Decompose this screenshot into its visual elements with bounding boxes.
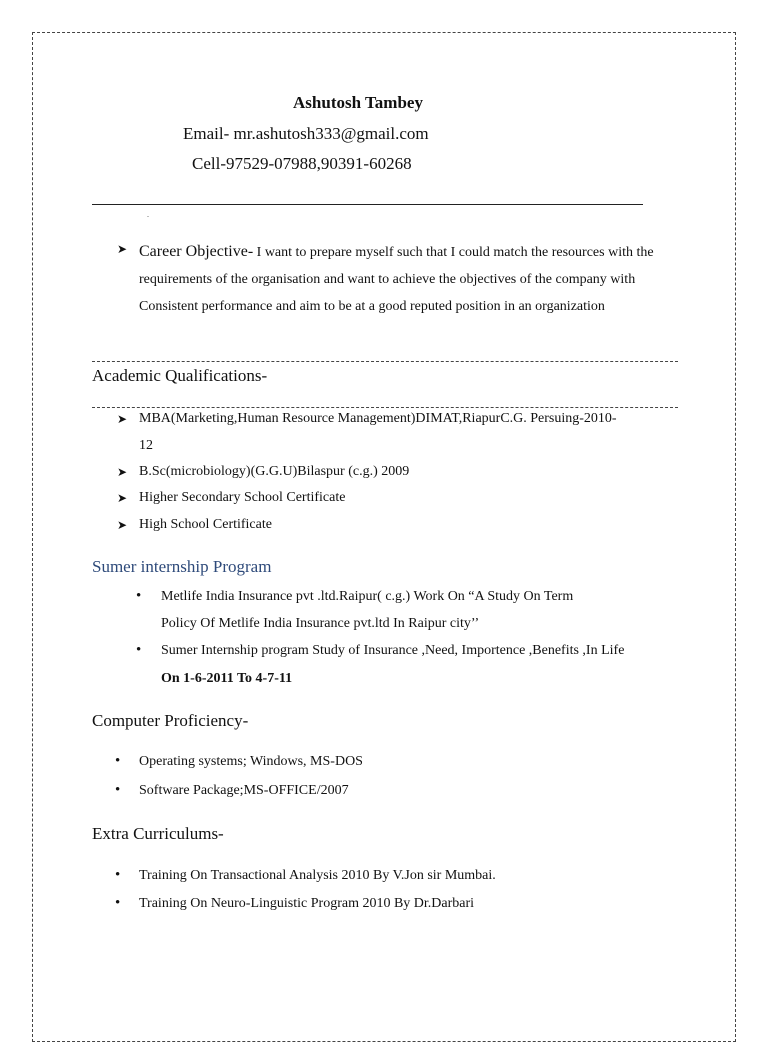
page-border [32,32,736,1042]
academic-item-hsc: High School Certificate [139,517,272,532]
dot-bullet-icon: • [115,867,121,883]
arrow-bullet-icon: ➤ [117,518,128,532]
header-rule [92,204,643,205]
cell-line: Cell-97529-07988,90391-60268 [192,154,412,173]
candidate-name: Ashutosh Tambey [293,93,423,112]
internship-item-metlife-cont: Policy Of Metlife India Insurance pvt.ltd In Raipur city’’ [161,616,480,631]
arrow-bullet-icon: ➤ [117,242,128,256]
computer-item-os: Operating systems; Windows, MS-DOS [139,754,363,769]
computer-item-software: Software Package;MS-OFFICE/2007 [139,783,349,798]
extra-item-ta: Training On Transactional Analysis 2010 By V.Jon sir Mumbai. [139,868,496,883]
dot-bullet-icon: • [115,895,121,911]
internship-item-study: Sumer Internship program Study of Insurance ,Need, Importence ,Benefits ,In Life [161,643,625,658]
section-divider [92,361,678,362]
internship-heading: Sumer internship Program [92,557,272,576]
dot-bullet-icon: • [115,782,121,798]
internship-item-metlife: Metlife India Insurance pvt .ltd.Raipur( c.g.) Work On “A Study On Term [161,589,574,604]
career-objective-text: I want to prepare myself such that I could match the resources with the requirements of the organisation and want to achieve the objectives of the company with Consistent performance and aim to be at a good reputed position in an organization [139,245,654,314]
dot-bullet-icon: • [136,642,142,658]
arrow-bullet-icon: ➤ [117,465,128,479]
academic-heading: Academic Qualifications- [92,366,268,385]
extra-item-nlp: Training On Neuro-Linguistic Program 2010 By Dr.Darbari [139,896,475,911]
section-divider [92,407,678,408]
academic-item-mba-cont: 12 [139,438,153,453]
career-objective-label: Career Objective- [139,243,254,260]
academic-item-mba: MBA(Marketing,Human Resource Management)DIMAT,RiapurC.G. Persuing-2010- [139,411,617,426]
arrow-bullet-icon: ➤ [117,412,128,426]
career-objective [139,238,679,320]
stray-dot: . [147,210,149,219]
computer-heading: Computer Proficiency- [92,711,249,730]
arrow-bullet-icon: ➤ [117,491,128,505]
academic-item-hssc: Higher Secondary School Certificate [139,490,346,505]
email-line: Email- mr.ashutosh333@gmail.com [183,124,429,143]
academic-item-bsc: B.Sc(microbiology)(G.G.U)Bilaspur (c.g.) 2009 [139,464,410,479]
dot-bullet-icon: • [115,753,121,769]
dot-bullet-icon: • [136,588,142,604]
internship-dates: On 1-6-2011 To 4-7-11 [161,671,293,686]
extra-heading: Extra Curriculums- [92,824,224,843]
